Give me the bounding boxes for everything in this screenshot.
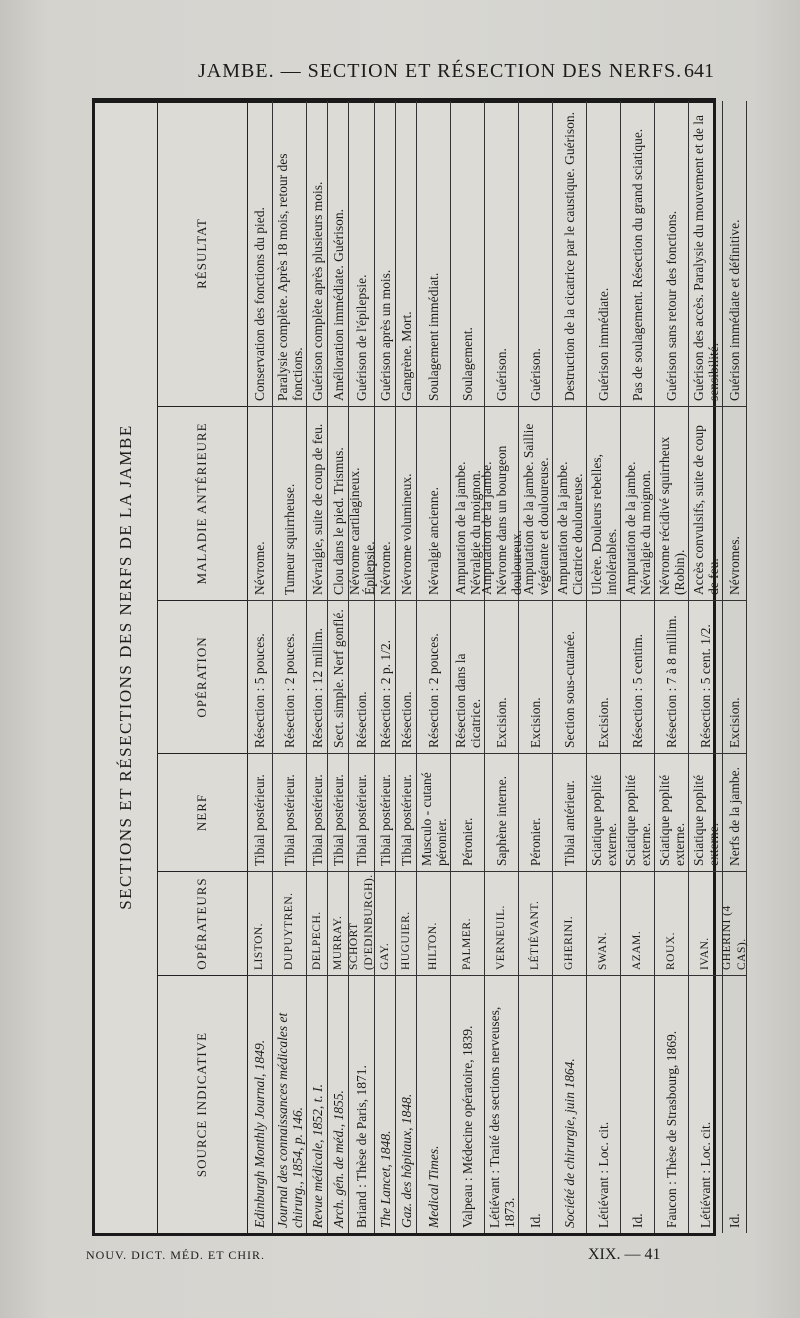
cell-resultat: Guérison complète après plusieurs mois.	[309, 181, 325, 401]
cell-source: Id.	[519, 975, 552, 1233]
cell-source: Létiévant : Traité des sections nerveuses, 1873.	[485, 975, 518, 1233]
cell-resultat: Soulagement.	[460, 327, 475, 401]
cell-maladie: Névralgie, suite de coup de feu.	[307, 406, 327, 600]
cell-resultat: Guérison de l'épilepsie.	[354, 274, 369, 401]
cell-resultat: Gangrène. Mort.	[398, 311, 414, 401]
cell-maladie: Amputation de la jambe. Cicatrice douloureuse.	[553, 406, 586, 600]
running-header	[0, 58, 800, 88]
cell-operateur: ROUX.	[655, 871, 688, 975]
cell-operateur: LISTON.	[247, 871, 272, 975]
cell-resultat: Guérison.	[494, 348, 509, 401]
column-header-maladie: MALADIE ANTÉRIEURE	[157, 406, 247, 600]
footer-volume: XIX. — 41	[588, 1246, 661, 1263]
cell-operation: Section sous-cutanée.	[553, 600, 586, 753]
cell-operateur: VERNEUIL.	[485, 871, 518, 975]
cell-resultat: Paralysie complète. Après 18 mois, retour des fonctions.	[274, 153, 305, 401]
cell-maladie: Accès convulsifs, suite de coup de feu.	[689, 406, 722, 600]
table-title: SECTIONS ET RÉSECTIONS DES NERFS DE LA JAMBE	[95, 101, 158, 1233]
cell-nerf: Sciatique poplité externe.	[689, 753, 722, 871]
cell-resultat: Amélioration immédiate. Guérison.	[330, 209, 346, 401]
cell-nerf: Nerfs de la jambe.	[723, 753, 746, 871]
cell-operateur: PALMER.	[451, 871, 484, 975]
cell-nerf: Tibial postérieur.	[247, 753, 272, 871]
rotated-table-container	[92, 98, 748, 1236]
cell-source: Létiévant : Loc. cit.	[587, 975, 620, 1233]
cell-resultat: Guérison après un mois.	[377, 269, 393, 401]
cell-operateur: HILTON.	[417, 871, 450, 975]
cell-nerf: Tibial postérieur.	[349, 753, 374, 871]
cell-nerf: Sciatique poplité externe.	[587, 753, 620, 871]
cell-operation: Résection : 2 pouces.	[417, 600, 450, 753]
cell-maladie: Amputation de la jambe. Névralgie du moignon.	[451, 406, 484, 600]
table-row	[307, 101, 328, 1233]
cell-source: Arch. gén. de méd., 1855.	[328, 975, 348, 1233]
column-header-source: SOURCE INDICATIVE	[157, 975, 247, 1233]
table-row	[417, 101, 451, 1233]
cell-operateur: DELPECH.	[307, 871, 327, 975]
cell-operateur: GAY.	[375, 871, 395, 975]
cell-source: Létiévant : Loc. cit.	[689, 975, 722, 1233]
cell-operation: Excision.	[519, 600, 552, 753]
cell-operation: Résection : 2 pouces.	[273, 600, 306, 753]
table-row	[587, 101, 621, 1233]
cell-operation: Résection : 5 cent. 1/2.	[689, 600, 722, 753]
table-row	[621, 101, 655, 1233]
cell-maladie: Tumeur squirrheuse.	[273, 406, 306, 600]
cell-operateur: DUPUYTREN.	[273, 871, 306, 975]
cell-maladie: Névromes.	[723, 406, 746, 600]
cell-maladie: Amputation de la jambe. Névralgie du moignon.	[621, 406, 654, 600]
cell-maladie: Névrome volumineux.	[396, 406, 416, 600]
cell-nerf: Tibial postérieur.	[273, 753, 306, 871]
cell-nerf: Péronier.	[451, 753, 484, 871]
cell-maladie: Névrome.	[375, 406, 395, 600]
cell-resultat: Guérison immédiate et définitive.	[727, 219, 742, 401]
cell-operateur: SWAN.	[587, 871, 620, 975]
table-row	[375, 101, 396, 1233]
cell-source: The Lancet, 1848.	[375, 975, 395, 1233]
cell-source: Société de chirurgie, juin 1864.	[553, 975, 586, 1233]
cell-operateur: SCHORT (D'EDINBURGH).	[349, 871, 374, 975]
cell-maladie: Névralgie ancienne.	[417, 406, 450, 600]
table-header-row	[157, 101, 248, 1233]
cell-operation: Résection : 2 p. 1/2.	[375, 600, 395, 753]
table-row	[273, 101, 307, 1233]
cell-operation: Résection dans la cicatrice.	[451, 600, 484, 753]
cell-nerf: Tibial postérieur.	[396, 753, 416, 871]
cell-operation: Excision.	[723, 600, 746, 753]
table-row	[553, 101, 587, 1233]
cell-operation: Excision.	[485, 600, 518, 753]
cell-operateur: GHERINI.	[553, 871, 586, 975]
cell-nerf: Sciatique poplité externe.	[655, 753, 688, 871]
table-row	[479, 101, 524, 1233]
cell-resultat: Destruction de la cicatrice par le caustique. Guérison.	[562, 111, 577, 401]
cell-maladie: Névrome récidivé squirrheux (Robin).	[655, 406, 688, 600]
table-row	[689, 101, 723, 1233]
cell-source: Edinburgh Monthly Journal, 1849.	[247, 975, 272, 1233]
column-header-nerf: NERF	[157, 753, 247, 871]
page-footer	[0, 1246, 800, 1268]
column-header-resultat: RÉSULTAT	[194, 218, 209, 289]
cell-resultat: Guérison.	[528, 348, 543, 401]
cell-nerf: Musculo - cutané péronier.	[417, 753, 450, 871]
cell-operation: Excision.	[587, 600, 620, 753]
cell-operation: Sect. simple. Nerf gonflé.	[328, 600, 348, 753]
cell-source: Valpeau : Médecine opératoire, 1839.	[451, 975, 484, 1233]
footer-publication: NOUV. DICT. MÉD. ET CHIR.	[86, 1248, 266, 1262]
cell-operation: Résection.	[396, 600, 416, 753]
cell-source: Briand : Thèse de Paris, 1871.	[349, 975, 374, 1233]
table-row	[655, 101, 689, 1233]
cell-operation: Résection : 5 pouces.	[247, 600, 272, 753]
cell-maladie: Ulcère. Douleurs rebelles, intolérables.	[587, 406, 620, 600]
table-body	[247, 101, 747, 1233]
cell-operation: Résection : 7 à 8 millim.	[655, 600, 688, 753]
table-row	[451, 101, 485, 1233]
cell-nerf: Péronier.	[519, 753, 552, 871]
cell-resultat: Guérison des accès. Paralysie du mouvement et de la sensibilité.	[690, 114, 721, 401]
cell-resultat: Guérison sans retour des fonctions.	[664, 210, 679, 401]
cell-nerf: Tibial postérieur.	[375, 753, 395, 871]
page-number: 641	[684, 60, 714, 82]
cell-maladie: Amputation de la jambe. Névrome dans un bourgeon douloureux.	[485, 406, 518, 600]
table-row	[396, 101, 417, 1233]
cell-source: Revue médicale, 1852, t. I.	[307, 975, 327, 1233]
cell-resultat: Guérison immédiate.	[596, 287, 611, 401]
table-row	[519, 101, 553, 1233]
cell-maladie: Amputation de la jambe. Saillie végétante et douloureuse.	[519, 406, 552, 600]
cell-source: Gaz. des hôpitaux, 1848.	[396, 975, 416, 1233]
cell-source: Faucon : Thèse de Strasbourg, 1869.	[655, 975, 688, 1233]
table-row	[346, 101, 377, 1233]
cell-operateur: AZAM.	[621, 871, 654, 975]
table-row	[328, 101, 349, 1233]
header-title: JAMBE. — SECTION ET RÉSECTION DES NERFS.	[198, 60, 683, 82]
cell-operation: Résection.	[349, 600, 374, 753]
cell-resultat: Pas de soulagement. Résection du grand sciatique.	[630, 128, 645, 401]
cell-source: Id.	[723, 975, 746, 1233]
table-row	[247, 101, 273, 1233]
cell-source: Id.	[621, 975, 654, 1233]
cell-source: Journal des connaissances médicales et chirurg., 1854, p. 146.	[273, 975, 306, 1233]
cell-nerf: Sciatique poplité externe.	[621, 753, 654, 871]
cell-resultat: Soulagement immédiat.	[426, 272, 441, 401]
cell-nerf: Saphène interne.	[485, 753, 518, 871]
column-header-operateurs: OPÉRATEURS	[157, 871, 247, 975]
cell-maladie: Clou dans le pied. Trismus.	[328, 406, 348, 600]
cell-operation: Résection : 5 centim.	[621, 600, 654, 753]
table-row	[720, 101, 748, 1233]
cell-operateur: LÉTIÉVANT.	[519, 871, 552, 975]
nerve-sections-table	[92, 98, 748, 1236]
cell-resultat: Conservation des fonctions du pied.	[252, 207, 267, 401]
cell-nerf: Tibial postérieur.	[307, 753, 327, 871]
cell-operation: Résection : 12 millim.	[307, 600, 327, 753]
cell-source: Medical Times.	[417, 975, 450, 1233]
cell-nerf: Tibial antérieur.	[553, 753, 586, 871]
cell-operateur: HUGUIER.	[396, 871, 416, 975]
cell-nerf: Tibial postérieur.	[328, 753, 348, 871]
cell-operateur: GHERINI (4 CAS).	[723, 871, 746, 975]
cell-maladie: Névrome cartilagineux. Épilepsie.	[349, 406, 374, 600]
cell-maladie: Névrome.	[247, 406, 272, 600]
column-header-operation: OPÉRATION	[157, 600, 247, 753]
cell-operateur: IVAN.	[689, 871, 722, 975]
cell-operateur: MURRAY.	[328, 871, 348, 975]
